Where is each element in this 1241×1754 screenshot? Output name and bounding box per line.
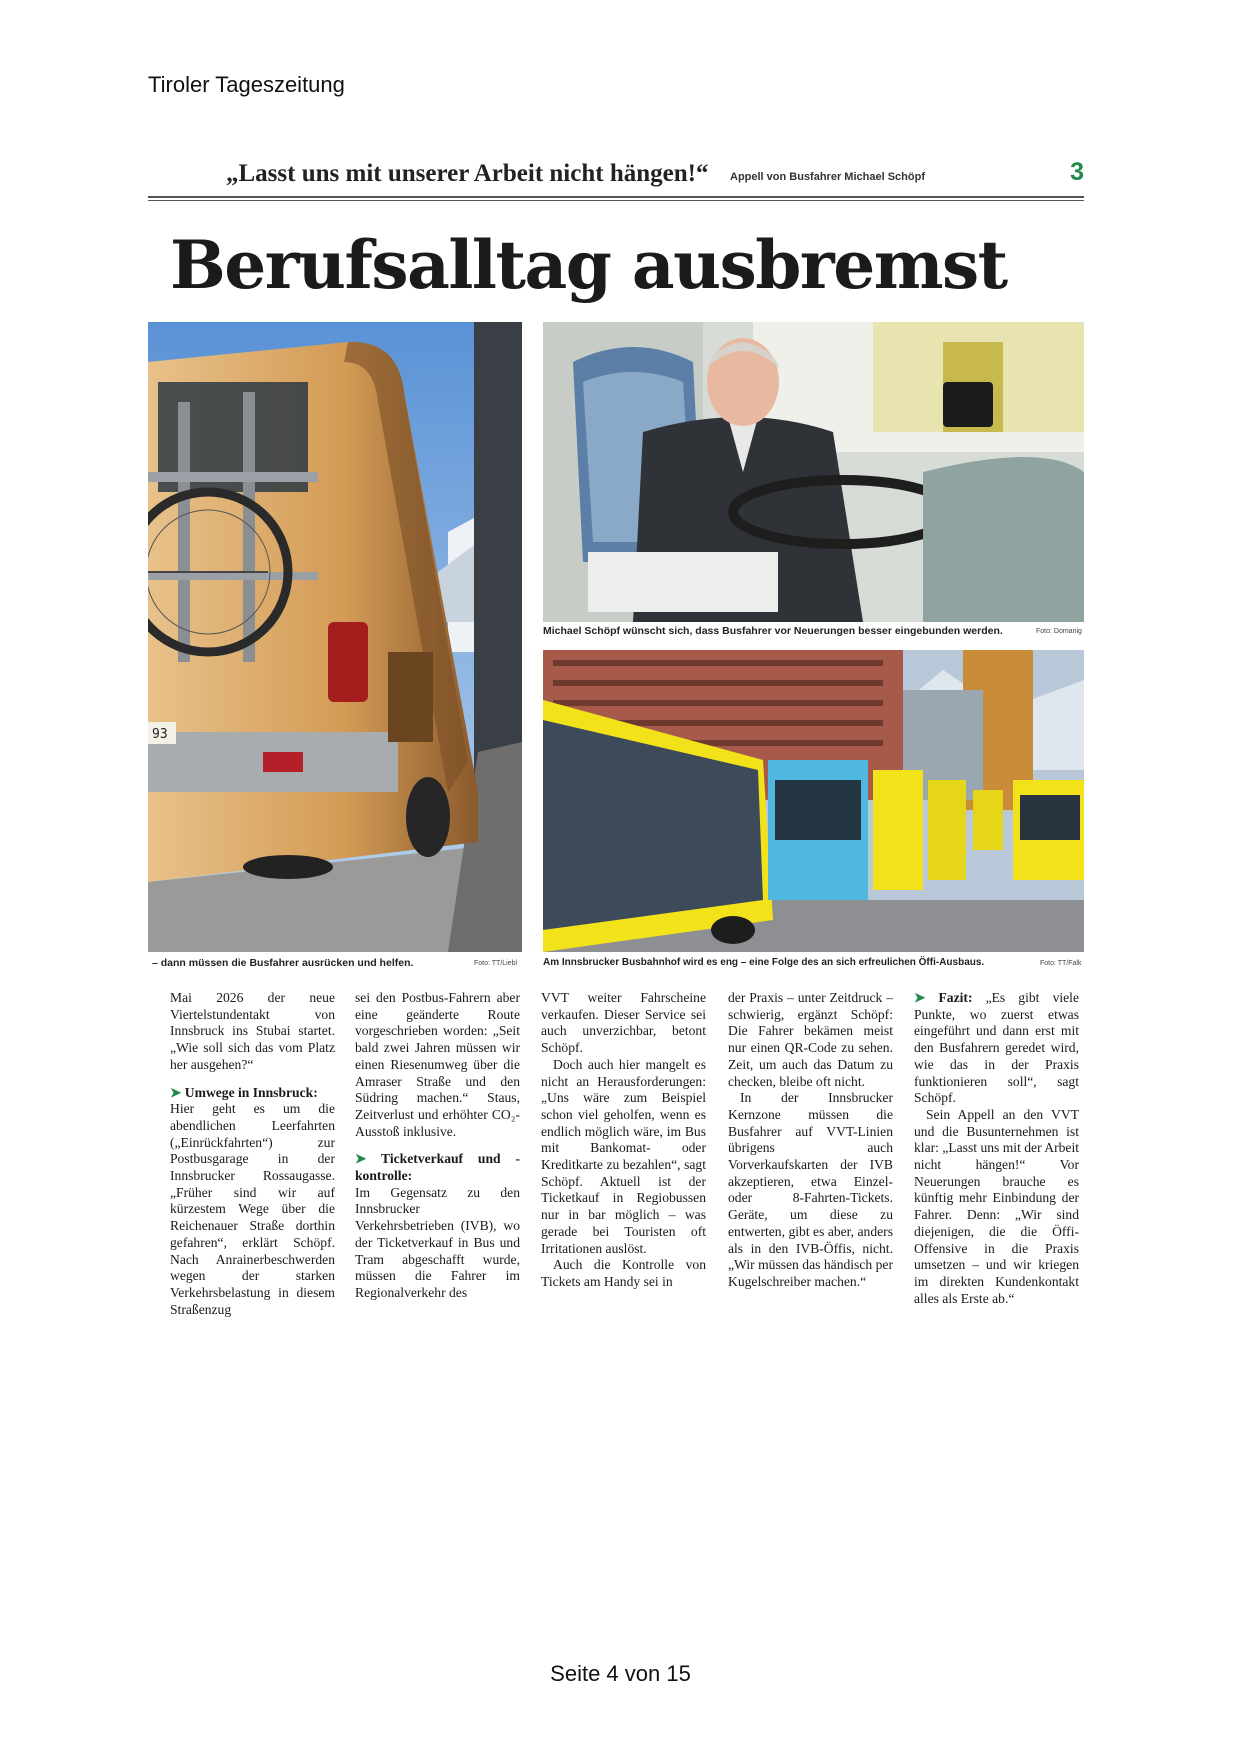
article-paragraph: Sein Appell an den VVT und die Busunternehmen ist klar: „Lasst uns mit der Arbeit nicht hängen!“ Vor Neuerungen brauche es künftig mehr Einbindung der Fahrer. Denn: „Wir sind diejenigen, die die Öffi-Offensive in die Praxis umsetzen – und wir kriegen im direkten Kundenkontakt alles als Erste ab.“ bbox=[914, 1106, 1079, 1306]
article-paragraph: sei den Postbus-Fahrern aber eine geänderte Route vorgeschrieben worden: „Seit bald zwei Jahren müssen wir einen Riesenumweg über die Amraser Straße und den Südring machen.“ Staus, Zeitverlust und erhöhter CO₂-Ausstoß inklusive. bbox=[355, 990, 520, 1139]
article-paragraph: Mai 2026 der neue Viertelstundentakt von Innsbruck ins Stubai startet. „Wie soll sich das vom Platz her ausgehen?“ bbox=[170, 990, 335, 1072]
article-paragraph: der Praxis – unter Zeitdruck – schwierig, ergänzt Schöpf: Die Fahrer bekämen meist nur einen QR-Code zu sehen. Zeit, um auch das Datum zu checken, bleibe oft nicht. bbox=[728, 990, 893, 1089]
caption-right-top: Michael Schöpf wünscht sich, dass Busfahrer vor Neuerungen besser eingebunden werden. bbox=[543, 625, 1003, 637]
credit-right-top: Foto: Domanig bbox=[1036, 628, 1082, 635]
bus-number: 93 bbox=[152, 727, 168, 742]
bullet-arrow-icon: ➤ bbox=[914, 990, 939, 1005]
page-header bbox=[148, 158, 1084, 198]
article-column-4 bbox=[728, 990, 893, 1291]
credit-right-bottom: Foto: TT/Falk bbox=[1040, 960, 1082, 967]
article-paragraph: Doch auch hier mangelt es nicht an Herausforderungen: „Uns wäre zum Beispiel schon viel geholfen, wenn es endlich möglich wäre, im Bus mit Bankomat- oder Kreditkarte zu bezahlen“, sagt Schöpf. Aktuell ist der Ticketkauf in Regiobussen nur in bar möglich – was gerade bei Touristen oft Irritationen auslöst. bbox=[541, 1056, 706, 1256]
article-paragraph: Im Gegensatz zu den Innsbrucker Verkehrsbetrieben (IVB), wo der Ticketverkauf in Bus und Tram abgeschafft wurde, müssen die Fahrer im Regionalverkehr des bbox=[355, 1184, 520, 1300]
photo-bus-station bbox=[543, 650, 1084, 952]
article-column-2 bbox=[355, 990, 520, 1302]
credit-left: Foto: TT/Liebl bbox=[474, 960, 518, 967]
kicker-quote: „Lasst uns mit unserer Arbeit nicht hängen!“ bbox=[226, 160, 709, 187]
header-rule-thin bbox=[148, 200, 1084, 201]
article-column-1 bbox=[170, 990, 335, 1318]
article-headline: Berufsalltag ausbremst bbox=[170, 226, 1007, 304]
article-subhead: ➤ Umwege in Innsbruck: bbox=[170, 1084, 318, 1100]
article-paragraph: VVT weiter Fahrscheine verkaufen. Dieser Service sei auch unverzichbar, betont Schöpf. bbox=[541, 990, 706, 1056]
page-number: 3 bbox=[1070, 158, 1084, 186]
photo-driver-portrait bbox=[543, 322, 1084, 622]
bullet-arrow-icon: ➤ bbox=[170, 1084, 185, 1100]
caption-left: – dann müssen die Busfahrer ausrücken und helfen. bbox=[152, 957, 414, 969]
article-column-3 bbox=[541, 990, 706, 1291]
publication-name: Tiroler Tageszeitung bbox=[148, 72, 345, 97]
bullet-arrow-icon: ➤ bbox=[355, 1151, 382, 1167]
article-paragraph: Auch die Kontrolle von Tickets am Handy sei in bbox=[541, 1257, 706, 1289]
kicker-subtitle: Appell von Busfahrer Michael Schöpf bbox=[730, 171, 925, 183]
article-paragraph: In der Innsbrucker Kernzone müssen die Busfahrer auf VVT-Linien übrigens auch Vorverkaufskarten der IVB akzeptieren, etwa Einzel- oder 8-Fahrten-Tickets. Geräte, um diese zu entwerten, gibt es aber, anders als in den IVB-Öffis, nicht. „Wir müssen das händisch per Kugelschreiber machen.“ bbox=[728, 1090, 893, 1289]
article-subhead: ➤ Ticketverkauf und -kontrolle: bbox=[355, 1151, 520, 1184]
caption-right-bottom: Am Innsbrucker Busbahnhof wird es eng – eine Folge des an sich erfreulichen Öffi-Ausbaus. bbox=[543, 957, 985, 968]
article-column-5 bbox=[914, 990, 1079, 1307]
page-footer: Seite 4 von 15 bbox=[550, 1661, 691, 1686]
photo-bus-bike-rack bbox=[148, 322, 522, 952]
article-subhead: ➤ Fazit: „Es gibt viele Punkte, wo zuerst etwas eingeführt und dann erst mit den Busfahrern geredet wird, wie das in der Praxis funktionieren soll“, sagt Schöpf. bbox=[914, 990, 1079, 1106]
article-paragraph: Hier geht es um die abendlichen Leerfahrten („Einrückfahrten“) zur Postbusgarage in der Innsbrucker Rossaugasse. „Früher sind wir auf kürzestem Wege über die Reichenauer Straße dorthin gefahren“, erklärt Schöpf. Nach Anrainerbeschwerden wegen der starken Verkehrsbelastung in diesem Straßenzug bbox=[170, 1101, 335, 1317]
header-rule bbox=[148, 196, 1084, 198]
